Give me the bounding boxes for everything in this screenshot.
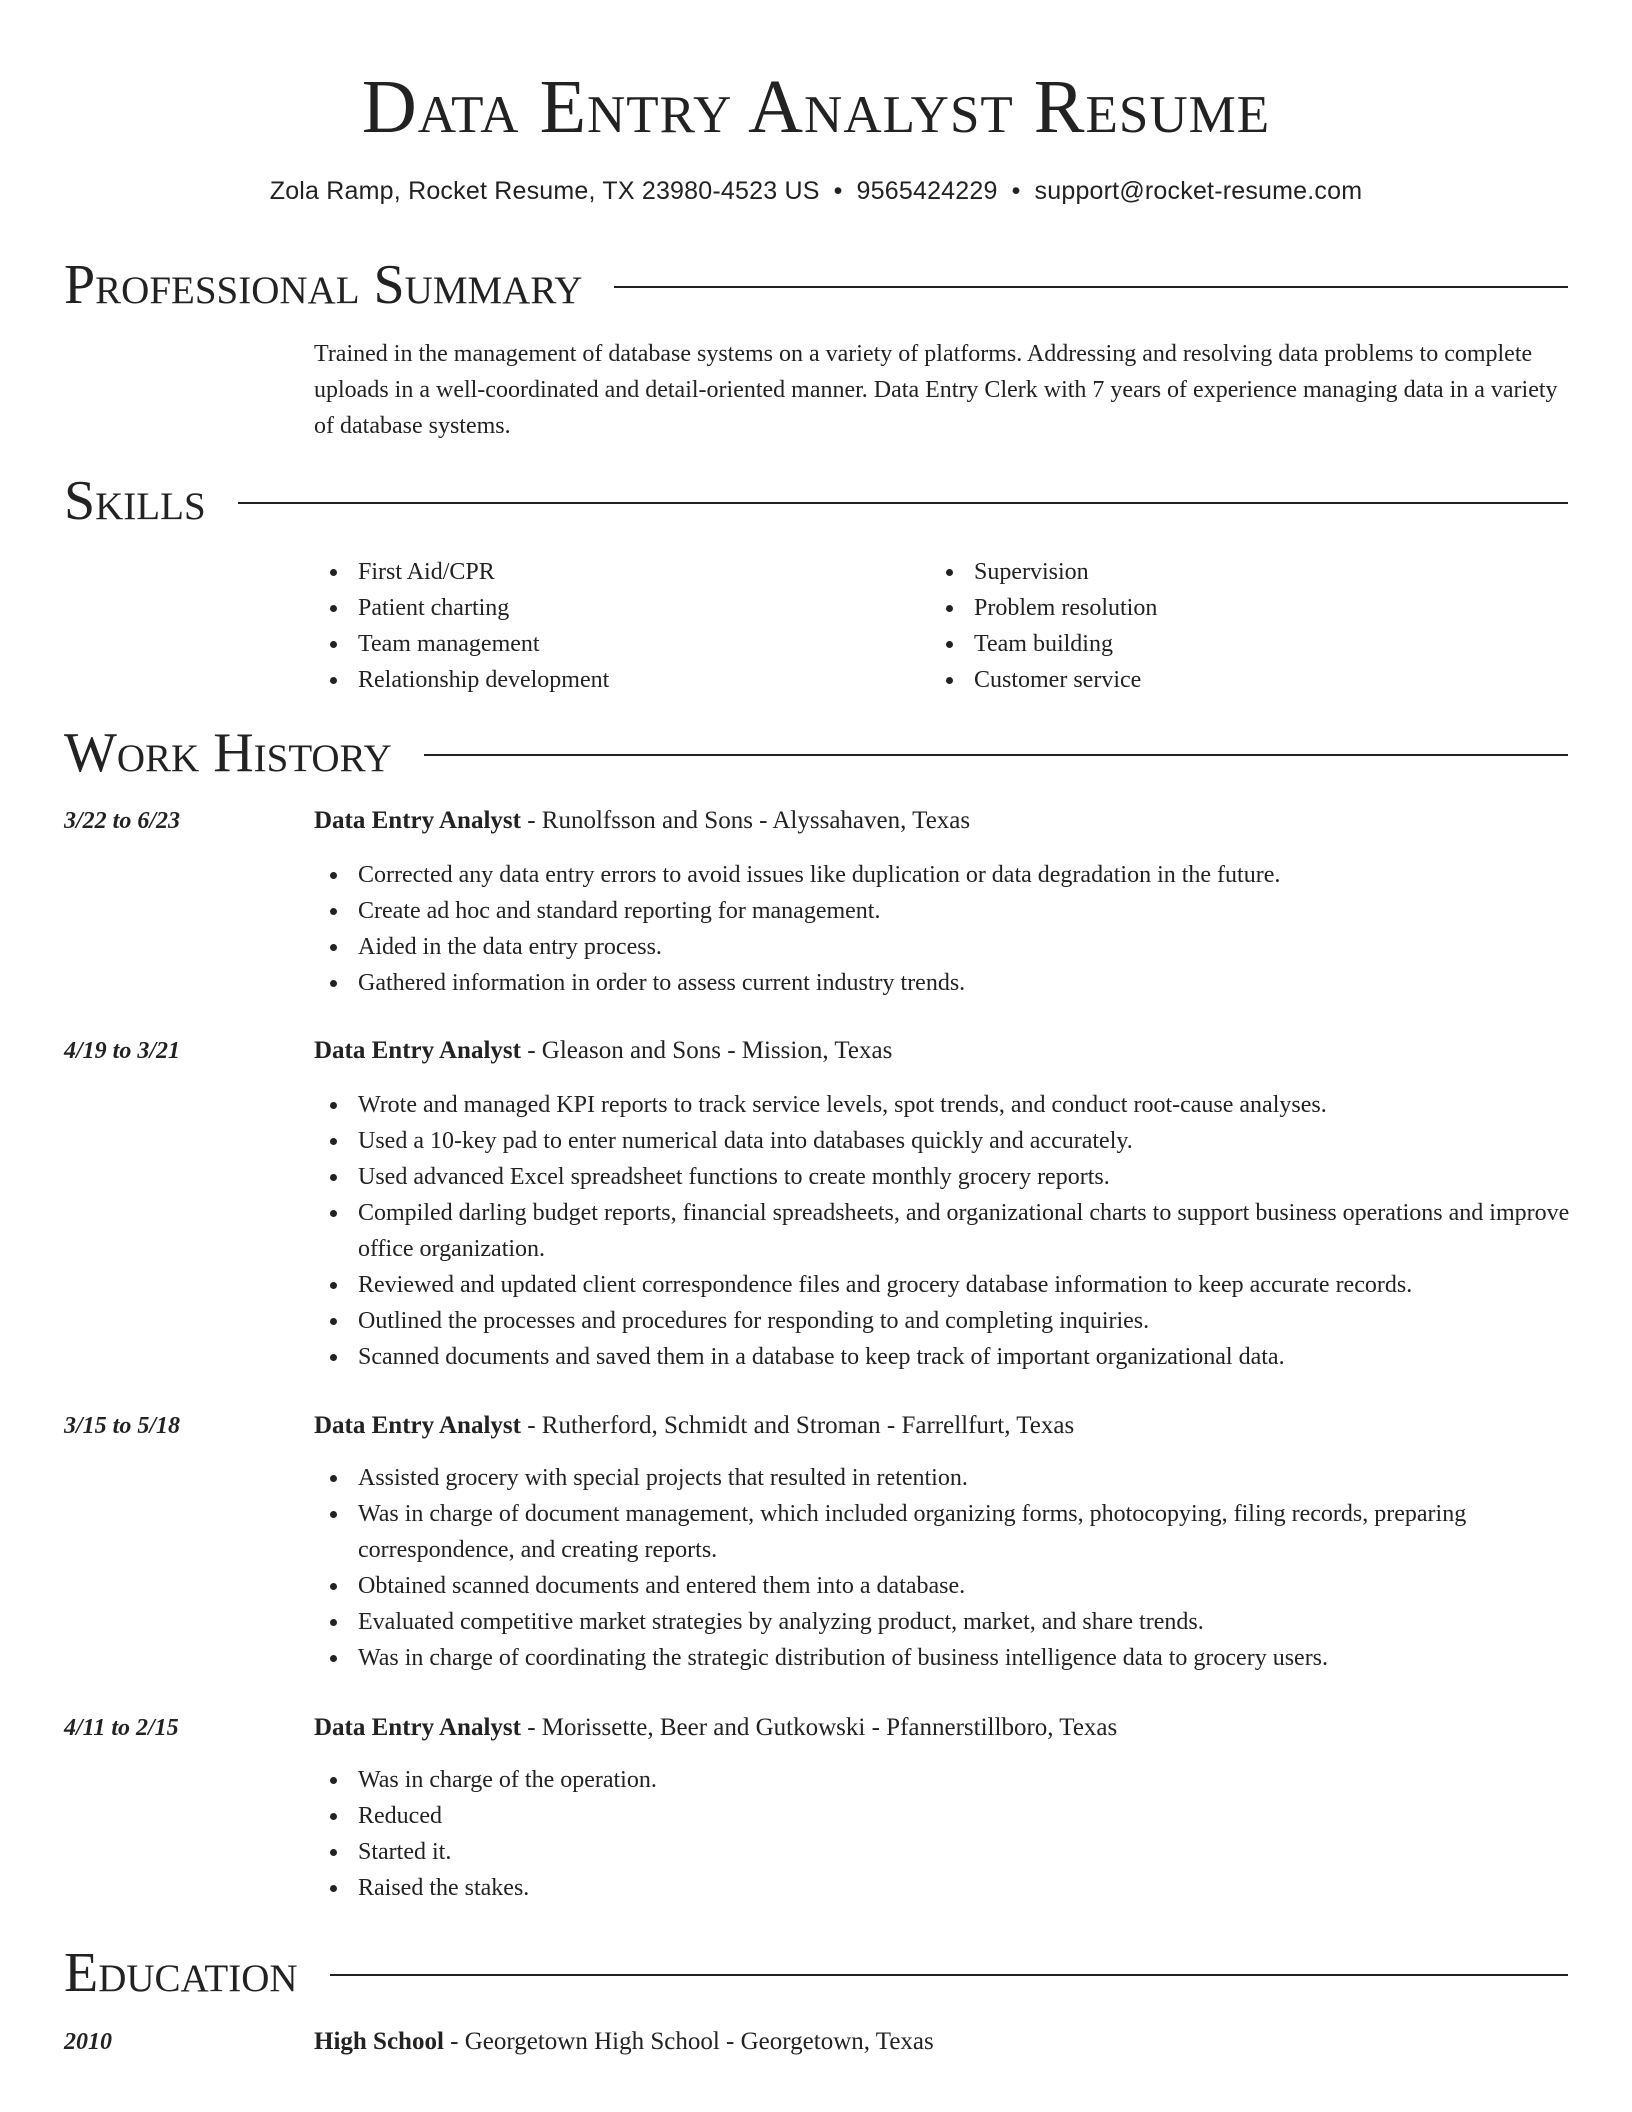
job-title: Data Entry Analyst <box>314 807 521 834</box>
job-duty: Was in charge of coordinating the strategic distribution of business intelligence data to grocery users. <box>314 1640 1578 1676</box>
job-duty: Assisted grocery with special projects that resulted in retention. <box>314 1460 1578 1496</box>
education-degree: High School <box>314 2028 444 2055</box>
job-title: Data Entry Analyst <box>314 1412 521 1439</box>
job-duty: Aided in the data entry process. <box>314 929 1578 965</box>
job-employer: - Gleason and Sons - Mission, Texas <box>520 1037 893 1064</box>
education-heading: Education <box>64 1942 298 2004</box>
section-divider <box>614 286 1568 288</box>
job-duties-list <box>314 1087 1578 1375</box>
summary-section-header <box>64 250 1568 320</box>
job-dates: 3/22 to 6/23 <box>64 808 181 834</box>
job-duty: Corrected any data entry errors to avoid issues like duplication or data degradation in the future. <box>314 857 1578 893</box>
skill-item: Customer service <box>930 662 1546 698</box>
job-title-line <box>314 1033 892 1069</box>
job-title-line <box>314 803 970 839</box>
summary-text: Trained in the management of database systems on a variety of platforms. Addressing and resolving data problems to complete uploads in a well-coordinated and detail-oriented manner. Data Entry Clerk with 7 years of experience managing data in a variety of database systems. <box>314 341 1558 439</box>
section-divider <box>238 502 1568 504</box>
skill-item: Problem resolution <box>930 590 1546 626</box>
job-duty: Reduced <box>314 1798 1578 1834</box>
education-year: 2010 <box>64 2029 112 2055</box>
work-history-heading: Work History <box>64 722 392 784</box>
job-duty: Started it. <box>314 1834 1578 1870</box>
contact-email: support@rocket-resume.com <box>1034 177 1363 205</box>
contact-address: Zola Ramp, Rocket Resume, TX 23980-4523 US <box>269 177 820 205</box>
contact-separator: • <box>1011 177 1021 205</box>
job-title: Data Entry Analyst <box>314 1714 521 1741</box>
job-title: Data Entry Analyst <box>314 1037 521 1064</box>
contact-line <box>0 174 1632 208</box>
skill-item: Team management <box>314 626 930 662</box>
work-history-section-header <box>64 718 1568 788</box>
skill-item: Supervision <box>930 554 1546 590</box>
job-duties-list <box>314 1460 1578 1676</box>
job-title-line <box>314 1408 1074 1444</box>
contact-separator: • <box>833 177 843 205</box>
job-duty: Reviewed and updated client correspondence files and grocery database information to keep accurate records. <box>314 1267 1578 1303</box>
job-dates: 4/19 to 3/21 <box>64 1038 181 1064</box>
job-duty: Used a 10-key pad to enter numerical data into databases quickly and accurately. <box>314 1123 1578 1159</box>
job-employer: - Rutherford, Schmidt and Stroman - Farrellfurt, Texas <box>520 1412 1075 1439</box>
job-title-line <box>314 1710 1117 1746</box>
job-duty: Raised the stakes. <box>314 1870 1578 1906</box>
job-duty: Create ad hoc and standard reporting for management. <box>314 893 1578 929</box>
job-duty: Was in charge of the operation. <box>314 1762 1578 1798</box>
job-dates: 3/15 to 5/18 <box>64 1413 181 1439</box>
section-divider <box>424 754 1568 756</box>
resume-title: Data Entry Analyst Resume <box>361 65 1271 149</box>
skills-list <box>314 554 1574 698</box>
job-employer: - Morissette, Beer and Gutkowski - Pfannerstillboro, Texas <box>520 1714 1118 1741</box>
skill-item: Team building <box>930 626 1546 662</box>
job-duty: Outlined the processes and procedures for responding to and completing inquiries. <box>314 1303 1578 1339</box>
job-duty: Obtained scanned documents and entered them into a database. <box>314 1568 1578 1604</box>
education-section-header <box>64 1938 1568 2008</box>
job-employer: - Runolfsson and Sons - Alyssahaven, Texas <box>520 807 971 834</box>
skill-item: Patient charting <box>314 590 930 626</box>
skill-item: First Aid/CPR <box>314 554 930 590</box>
education-school: - Georgetown High School - Georgetown, Texas <box>443 2028 934 2055</box>
summary-heading: Professional Summary <box>64 254 583 316</box>
job-duty: Was in charge of document management, which included organizing forms, photocopying, filing records, preparing correspondence, and creating reports. <box>314 1496 1578 1568</box>
job-dates: 4/11 to 2/15 <box>64 1715 179 1741</box>
contact-phone: 9565424229 <box>856 177 998 205</box>
job-duties-list <box>314 1762 1578 1906</box>
job-duty: Wrote and managed KPI reports to track service levels, spot trends, and conduct root-cause analyses. <box>314 1087 1578 1123</box>
section-divider <box>330 1974 1568 1976</box>
job-duty: Scanned documents and saved them in a database to keep track of important organizational data. <box>314 1339 1578 1375</box>
job-duties-list <box>314 857 1578 1001</box>
skills-heading: Skills <box>64 470 206 532</box>
skill-item: Relationship development <box>314 662 930 698</box>
job-duty: Compiled darling budget reports, financial spreadsheets, and organizational charts to support business operations and improve office organization. <box>314 1195 1578 1267</box>
skills-column-right <box>930 554 1546 698</box>
job-duty: Used advanced Excel spreadsheet functions to create monthly grocery reports. <box>314 1159 1578 1195</box>
job-duty: Gathered information in order to assess current industry trends. <box>314 965 1578 1001</box>
skills-column-left <box>314 554 930 698</box>
skills-section-header <box>64 466 1568 536</box>
education-line <box>314 2024 934 2060</box>
job-duty: Evaluated competitive market strategies by analyzing product, market, and share trends. <box>314 1604 1578 1640</box>
